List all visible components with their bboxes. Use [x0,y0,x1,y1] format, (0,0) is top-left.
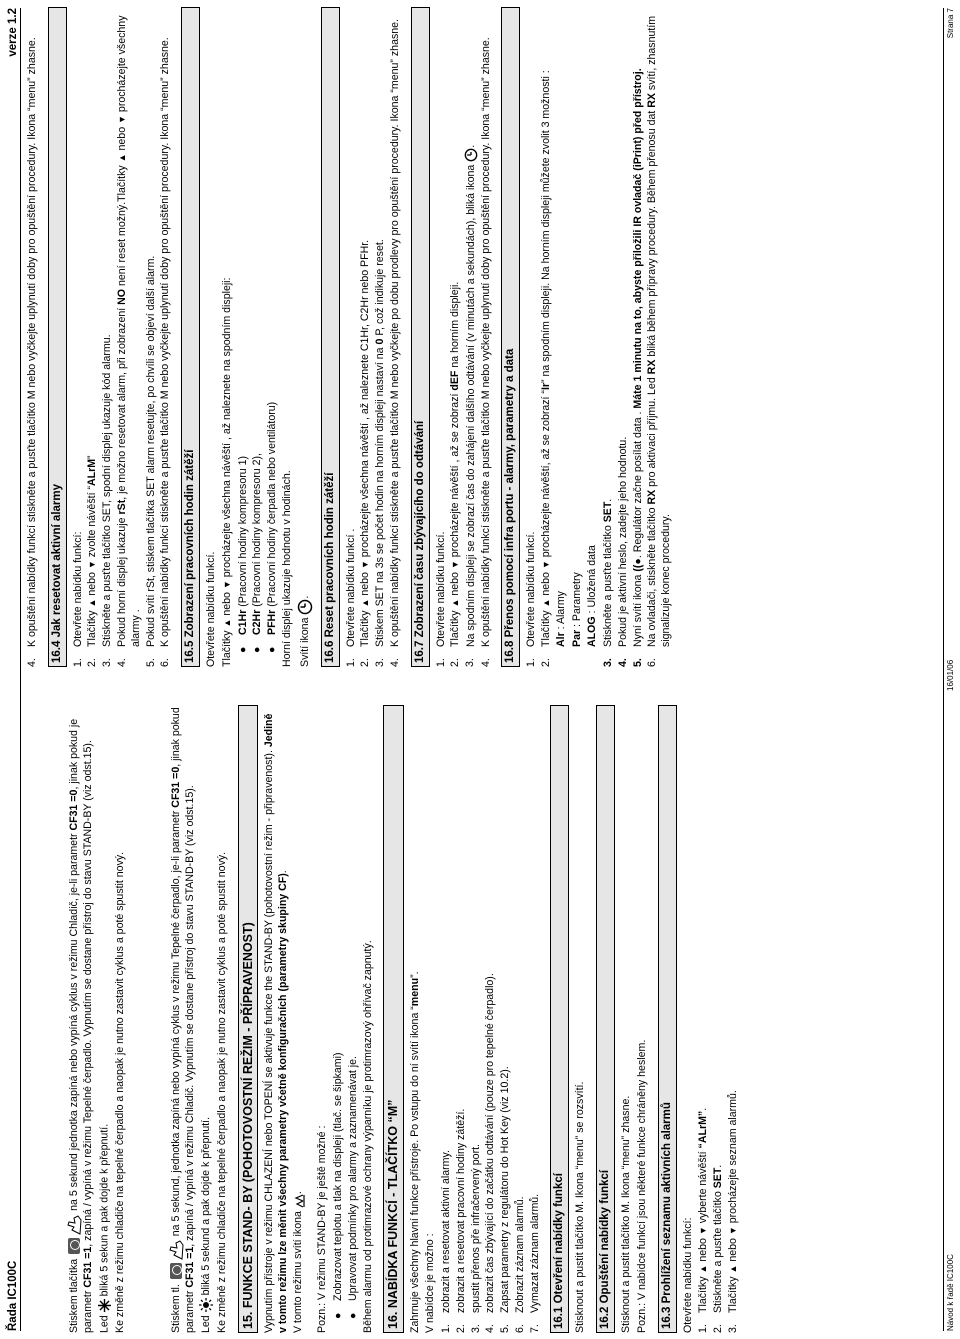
bullet-item: ● PFHr (Pracovní hodiny čerpadla nebo ventilátoru) [266,401,279,653]
step-item: 6. Na ovladači, stiskněte tlačítko RX pro aktivaci příjmu. Led RX bliká během přípravy procedury. Během přenosu dat RX svítí, zhasnutím signalizuje konec procedury. [646,15,673,667]
up-arrow-icon: ▲ [221,618,232,628]
section-16-4-title: 16.4 Jak resetovat aktivní alarmy [48,7,67,667]
left-column [26,705,940,1333]
page-header [6,8,21,1331]
list-item: 6. Zobrazit záznam alarmů. [513,1196,526,1333]
down-arrow-icon: ▼ [541,560,552,570]
ir-option: Alr : Alarmy [554,591,567,647]
list-item: 3. spustit přenos pře infračervený port. [469,1144,482,1333]
paragraph-cooler-toggle: Stiskem tlačítka na 5 sekund jednotka zapíná nebo vypíná cyklus v režimu Chladič, je-li parametr CF31 =0, jinak pokud je parametr CF31 =1, zapíná / vypíná v režimu Tepelné čerpadlo. Vypnutím se dostane přístroj do stavu STAND-BY (viz odst.15). [67,718,94,1333]
sun-icon [199,1298,213,1312]
section-15-title: 15. FUNKCE STAND- BY (POHOTOVOSTNÍ REŽIM - PŘÍPRAVENOST) [238,705,258,1333]
paragraph-led-blink-2: Led bliká 5 sekund a pak dojde k přepnutí. [200,1116,213,1333]
bullet-item: ● Zobrazovat teplotu a tlak na displeji (tlač. se šipkami) [332,1052,344,1319]
up-arrow-icon: ▲ [450,598,461,608]
step-item: 3. Stiskněte a pusťte tlačítko SET. [602,498,615,667]
up-arrow-icon: ▲ [117,153,127,163]
step-item: 4. K opuštění nabídky funkcí stiskněte a pusťte tlačítko M nebo vyčkejte uplynutí doby pro opuštění procedury. Ikona “menu” zhasne. [26,37,38,667]
bullet-item: ● Upravovat podmínky pro alarmy a zaznamenávat je. [346,1056,359,1319]
paragraph-heatpump-toggle: Stiskem tl. na 5 sekund, jednotka zapíná nebo vypíná cyklus v režimu Tepelné čerpadlo, je-li parametr CF31 =0, jinak pokud parametr CF31 =1, zapíná / vypíná v režimu Chladič. Vypnutím se dostane přístroj do stavu STAND-BY (viz odst.15). [169,707,196,1333]
header-title: Řada IC100C [7,1260,19,1331]
step-item: 2. Tlačítky ▲ nebo ▼ procházejte všechna návěští , až naleznete C1Hr, C2Hr nebo PFHr. [359,239,372,667]
up-arrow-icon: ▲ [541,598,552,608]
step-item: 2. Tlačítky ▲ nebo ▼ procházejte návěští, až se zobrazí “Ir” na spodním displeji. Na horním displeji můžete zvolit 3 možnosti : [540,70,553,667]
paragraph-scroll-labels: Tlačítky ▲ nebo ▼ procházejte všechna návěští , až naleznete na spodním displeji: [220,277,233,667]
down-arrow-icon: ▼ [360,560,371,570]
section-16-5-title: 16.5 Zobrazení pracovních hodin zátěží [181,7,200,667]
up-arrow-icon: ▲ [727,1264,738,1274]
paragraph-mode-change-2: Ke změně z režimu chladiče na tepelné čerpadlo a naopak je nutno zastavit cyklus a poté spustit nový. [215,851,228,1333]
cool-button-icon [68,1238,80,1254]
paragraph-standby-intro: Vypnutím přístroje v režimu CHLAZENÍ nebo TOPENÍ se aktivuje funkce the STAND-BY (pohotovostní režim - připravenost). Jedině v tomto režimu lze měnit všechny parametry včetně konfiguračních (parametry skupiny CF). [262,713,289,1333]
step-item: 1. Otevřete nabídku funkcí. [525,531,538,667]
paragraph-led-blink-1: Led bliká 5 sekun a pak dojde k přepnutí. [98,1123,111,1333]
paragraph-hours-display: Horní displej ukazuje hodnotu v hodinách. [280,470,293,667]
up-arrow-icon: ▲ [360,598,371,608]
step-item: 1. Tlačítky ▲ nebo ▼ vyberte návěští “ALrM”. [697,1107,710,1333]
step-item: 3. Stiskem SET na 3s se počet hodin na horním displeji nastaví na 0 P, což indikuje reset. [374,239,387,667]
down-arrow-icon: ▼ [87,560,98,570]
paragraph-standby-note: Pozn.: V režimu STAND-BY je ještě možné : [316,1125,329,1333]
hand-press-icon [168,1239,184,1261]
clock-icon [464,148,478,162]
hand-press-icon [66,1214,82,1236]
paragraph-menu-intro: Zahrnuje všechny hlavní funkce přístroje. Po vstupu do ní svítí ikona “menu”. [408,971,421,1333]
footer-date: 16/01/06 [946,659,955,691]
ir-options [555,7,600,647]
section-16-6-title: 16.6 Reset pracovních hodin zátěží [321,7,340,667]
step-item: 5. Nyní svítí ikona ((●. Regulátor začne posílat data . Máte 1 minutu na to, abyste přiložili IR ovladač (iPrint) před přístroj. [631,68,644,667]
ir-option: ALOG : Uložená data [586,545,599,647]
section-16-3-title: 16.3 Prohlížení seznamu aktivních alarmů [658,705,677,1333]
step-item: 3. Na spodním displeji se zobrazí čas do zahájení dalšího odtávání (v minutách a sekundách), bliká ikona . [464,144,477,667]
step-item: 1. Otevřete nabídku funkcí. [434,531,447,667]
list-item: 4. zobrazit čas zbývající do začátku odtávání (pouze pro tepelné čerpadlo). [484,973,497,1333]
list-item: 7. Vymazat záznam alarmů. [528,1193,541,1333]
footer-page: Strana 7 [946,8,955,39]
step-item: 4. K opuštění nabídky funkcí stiskněte a pusťte tlačítko M nebo vyčkejte po dobu prodlevy pro opuštění procedury. Ikona “menu” zhasne. [388,19,401,667]
heat-button-icon [170,1263,182,1279]
section-16-title: 16. NABÍDKA FUNKCÍ - TLAČÍTKO “M” [383,705,403,1333]
section-16-7-title: 16.7 Zobrazení času zbývajícího do odtávání [411,7,430,667]
step-item: 1. Otevřete nabídku funkcí: [71,531,84,667]
paragraph-standby-icon: V tomto režimu svítí ikona . [292,1191,305,1333]
down-arrow-icon: ▼ [117,115,127,124]
right-column [26,7,940,667]
paragraph-menu-options: V nabídce je možno : [424,1233,437,1333]
header-version: verze 1.2 [7,8,19,57]
list-item: 5. Zapsat parametry z regulátoru do Hot Key (viz 10.2). [499,1066,512,1333]
step-item: 6. K opuštění nabídky funkcí stiskněte a pusťte tlačítko M nebo vyčkejte uplynutí doby pro opuštění procedury. Ikona “menu” zhasne. [159,37,172,667]
step-item: 5. Pokud svítí rSt, stiskem tlačítka SET alarm resetujte, po chvíli se objeví další alarm. [144,255,157,667]
step-item: 3. Stiskněte a pusťte tlačítko SET, spodní displej ukazuje kód alarmu. [101,334,114,667]
paragraph-close-menu: Stisknout a pustit tlačítko M. Ikona “menu” zhasne. [620,1095,633,1333]
bullet-item: ● C2Hr (Pracovní hodiny kompresoru 2), [251,453,264,653]
step-item: 4. K opuštění nabídky funkcí stiskněte a pusťte tlačítko M nebo vyčkejte uplynutí doby pro opuštění procedury. Ikona “menu” zhasne. [479,37,492,667]
down-arrow-icon: ▼ [698,1226,709,1236]
bullet-item: ● C1Hr (Pracovní hodiny kompresoru 1) [236,455,249,653]
step-item: 2. Tlačítky ▲ nebo ▼ zvolte návěští “ALrM” [86,455,99,667]
paragraph-mode-change-1: Ke změně z režimu chladiče na tepelné čerpadlo a naopak je nutno zastavit cyklus a poté spustit nový. [113,851,126,1333]
section-16-2-title: 16.2 Opuštění nabídky funkcí [596,705,615,1333]
step-item: 2. Stiskněte a pusťte tlačítko SET. [712,1164,725,1333]
step-item: 1. Otevřete nabídku funkcí . [344,528,357,667]
ir-transmit-icon: ((● [631,558,644,572]
paragraph-clock-icon: Svítí ikona . [297,7,313,667]
standby-icon [293,1194,305,1208]
paragraph-password-note: Pozn.: V nabídce funkcí jsou některé funkce chráněny heslem. [635,1039,648,1333]
down-arrow-icon: ▼ [727,1226,738,1236]
up-arrow-icon: ▲ [87,598,98,608]
step-item: 4. Pokud horní displej ukazuje rSt, je možno resetovat alarm, při zobrazení NO není reset možný.Tlačítky ▲ nebo ▼ procházejte všechny alarmy . [116,15,142,667]
footer-doc: Návod k řadě IC100C [946,1254,955,1331]
menu-options-list [440,705,542,1333]
down-arrow-icon: ▼ [450,560,461,570]
step-item: 4. Pokud je aktivní heslo, zadejte jeho hodnotu. [616,436,629,667]
ir-option: Par : Parametry [570,572,583,647]
paragraph-open-menu: Stisknout a pustit tlačítko M. Ikona “menu” se rozsvítí. [574,1081,587,1333]
list-item: 2. zobrazit a resetovat pracovní hodiny zátěží. [454,1108,467,1333]
up-arrow-icon: ▲ [698,1264,709,1274]
snowflake-icon [98,1299,111,1312]
section-16-1-title: 16.1 Otevření nabídky funkcí [550,705,569,1333]
page-footer [943,8,956,1331]
paragraph-alarm-list-intro: Otevřete nabídku funkcí: [681,1217,694,1333]
down-arrow-icon: ▼ [221,580,232,590]
paragraph-antifreeze: Během alarmu od protimrazové ochrany výparníku je protimrazový ohřívač zapnutý. [361,940,374,1333]
list-item: 1. zobrazit a resetovat aktivní alarmy. [440,1150,453,1333]
paragraph-open-menu: Otevřete nabídku funkcí. [205,551,217,667]
step-item: 2. Tlačítky ▲ nebo ▼ procházejte návěští , až se zobrazí dEF na horním displeji. [449,281,462,667]
clock-icon [297,599,313,615]
section-16-8-title: 16.8 Přenos pomocí infra portu - alarmy, parametry a data [501,7,520,667]
step-item: 3. Tlačítky ▲ nebo ▼ procházejte seznam alarmů. [726,1090,739,1333]
